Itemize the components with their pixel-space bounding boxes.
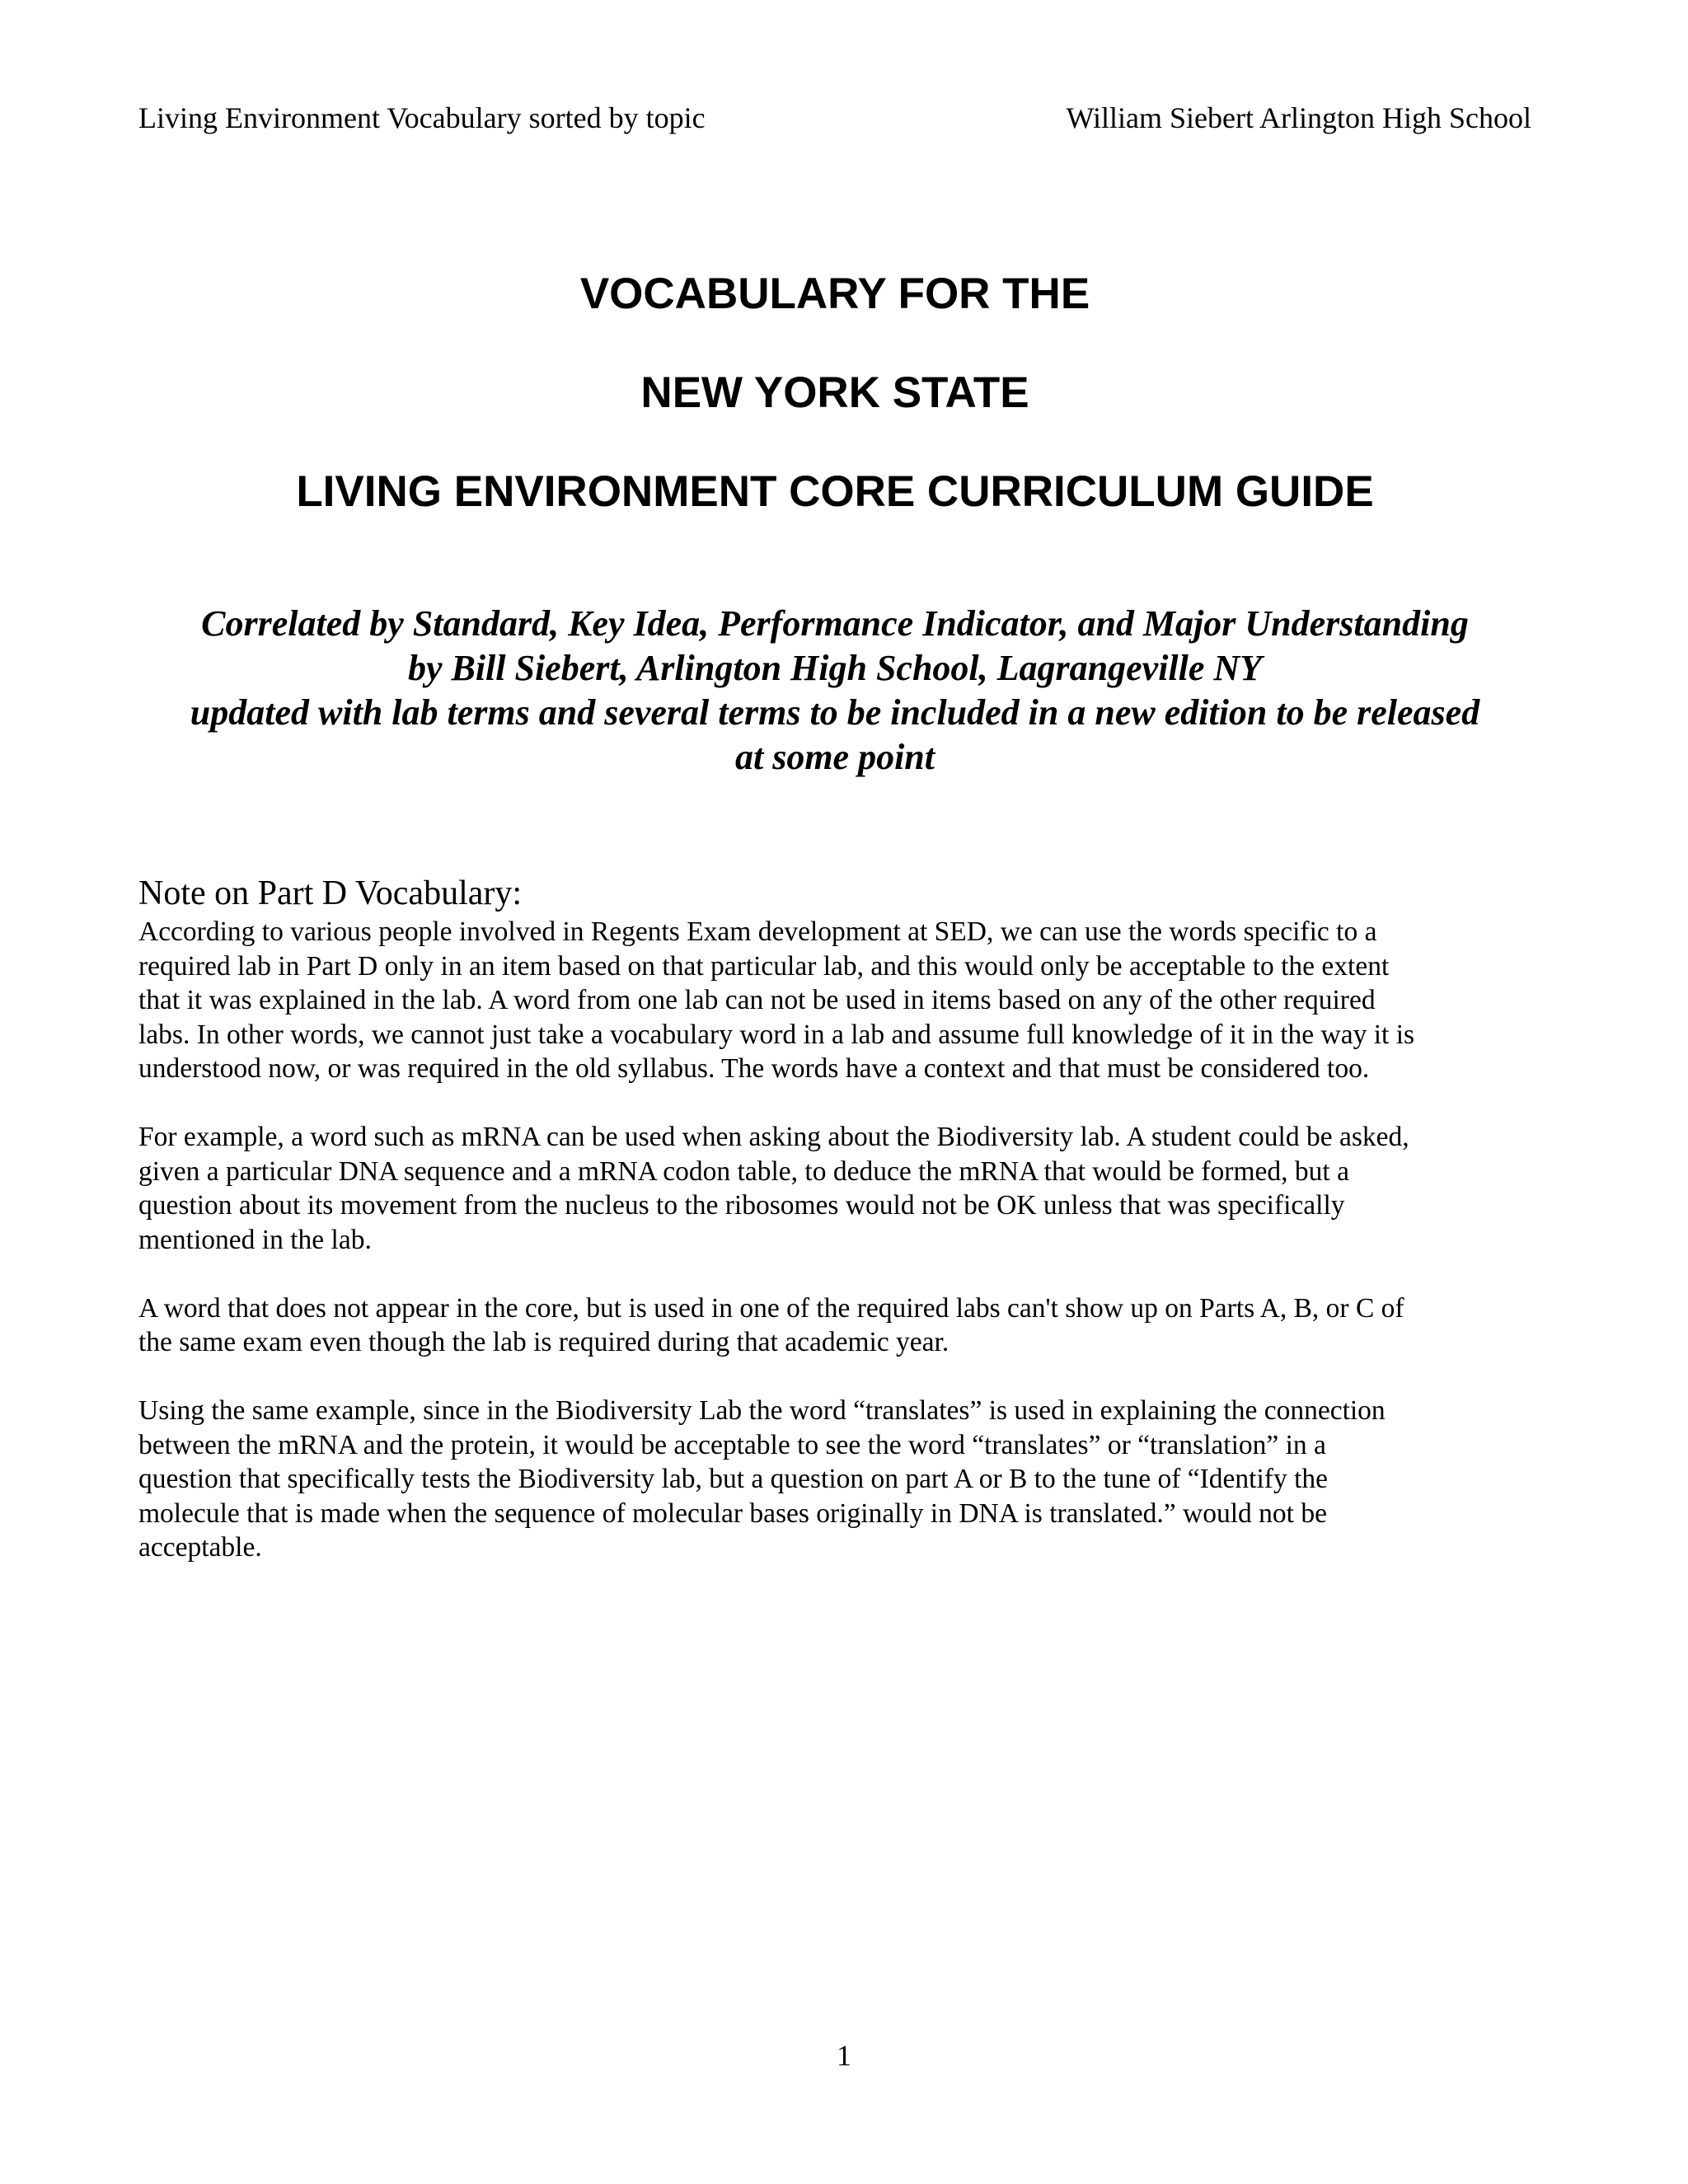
- text-line: between the mRNA and the protein, it would be acceptable to see the word “translates” or “translation” in a: [138, 1429, 1326, 1460]
- text-line: required lab in Part D only in an item based on that particular lab, and this would only be acceptable to the extent: [138, 950, 1390, 982]
- paragraph-mrna-example: [138, 1120, 1540, 1257]
- text-line: molecule that is made when the sequence of molecular bases originally in DNA is translated.” would not be: [138, 1497, 1327, 1529]
- subtitle-line: Correlated by Standard, Key Idea, Performance Indicator, and Major Understanding: [201, 603, 1469, 644]
- text-line: given a particular DNA sequence and a mRNA codon table, to deduce the mRNA that would be formed, but a: [138, 1155, 1349, 1187]
- title-line: LIVING ENVIRONMENT CORE CURRICULUM GUIDE: [296, 467, 1374, 516]
- paragraph-core-words: [138, 1291, 1540, 1360]
- header-right-text: William Siebert Arlington High School: [1066, 101, 1531, 134]
- page-number: 1: [837, 2039, 851, 2072]
- running-header: [138, 97, 1531, 138]
- text-line: For example, a word such as mRNA can be used when asking about the Biodiversity lab. A student could be asked,: [138, 1122, 1409, 1152]
- subtitle-line: updated with lab terms and several terms to be included in a new edition to be released: [190, 692, 1480, 733]
- text-line: question about its movement from the nucleus to the ribosomes would not be OK unless that was specifically: [138, 1190, 1345, 1221]
- text-line: understood now, or was required in the old syllabus. The words have a context and that must be considered too.: [138, 1053, 1370, 1084]
- note-body: [138, 915, 1540, 1599]
- title-line: VOCABULARY FOR THE: [579, 269, 1090, 318]
- document-subtitle: [138, 602, 1531, 780]
- header-left-text: Living Environment Vocabulary sorted by topic: [138, 101, 706, 134]
- text-line: that it was explained in the lab. A word from one lab can not be used in items based on any of the other required: [138, 985, 1376, 1015]
- paragraph-part-d-usage: [138, 915, 1540, 1086]
- subtitle-line: by Bill Siebert, Arlington High School, Lagrangeville NY: [407, 648, 1263, 688]
- paragraph-translation-example: [138, 1394, 1540, 1565]
- text-line: According to various people involved in Regents Exam development at SED, we can use the words specific to a: [138, 916, 1377, 947]
- title-line: NEW YORK STATE: [640, 368, 1029, 417]
- subtitle-line: at some point: [734, 737, 935, 777]
- document-title: [138, 265, 1531, 562]
- text-line: Using the same example, since in the Biodiversity Lab the word “translates” is used in explaining the connection: [138, 1395, 1386, 1426]
- text-line: A word that does not appear in the core, but is used in one of the required labs can't show up on Parts A, B, or C of: [138, 1292, 1404, 1324]
- text-line: labs. In other words, we cannot just take a vocabulary word in a lab and assume full knowledge of it in the way it is: [138, 1019, 1415, 1050]
- text-line: mentioned in the lab.: [138, 1224, 372, 1255]
- text-line: question that specifically tests the Biodiversity lab, but a question on part A or B to the tune of “Identify the: [138, 1464, 1329, 1494]
- text-line: the same exam even though the lab is required during that academic year.: [138, 1327, 950, 1357]
- text-line: acceptable.: [138, 1532, 262, 1563]
- note-heading: Note on Part D Vocabulary:: [138, 874, 523, 912]
